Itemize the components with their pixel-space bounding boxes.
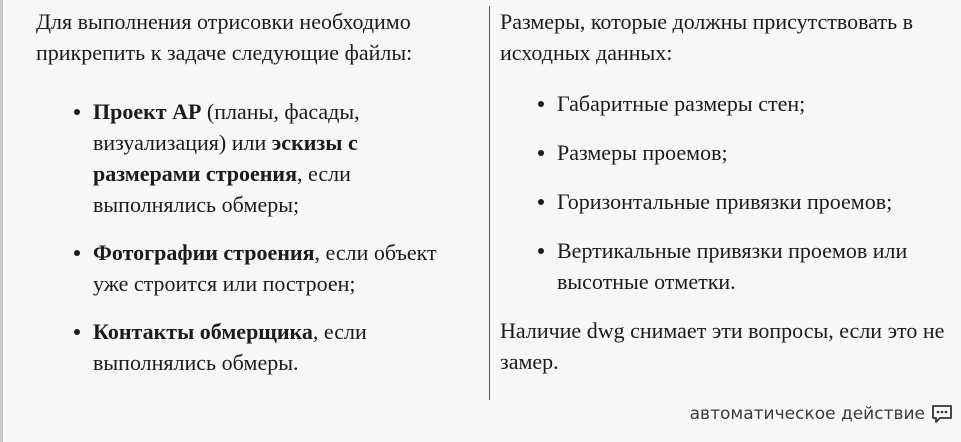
column-divider: [489, 6, 490, 400]
required-dimensions-list: [500, 88, 952, 297]
required-files-list: [36, 96, 466, 378]
dwg-note: Наличие dwg снимает эти вопросы, если это не замер.: [500, 318, 945, 374]
required-dimensions-column: [500, 6, 952, 377]
list-item-contacts: Контакты обмерщика, если выполнялись обмеры.: [93, 316, 466, 378]
required-files-intro: Для выполнения отрисовки необходимо прикрепить к задаче следующие файлы:: [36, 9, 413, 65]
list-item-photos: Фотографии строения, если объект уже строится или построен;: [93, 237, 466, 299]
required-files-column: [36, 6, 466, 395]
list-item: Вертикальные привязки проемов или высотные отметки.: [557, 235, 952, 297]
automatic-action-label: автоматическое действие: [689, 404, 925, 424]
list-item-project: Проект АР (планы, фасады, визуализация) или эскизы с размерами строения, если выполнялись обмеры;: [93, 96, 466, 220]
automatic-action-indicator[interactable]: [690, 404, 953, 424]
required-dimensions-intro: Размеры, которые должны присутствовать в исходных данных:: [500, 9, 913, 65]
left-border: [0, 0, 3, 442]
chat-bubble-icon[interactable]: [931, 404, 953, 424]
list-item: Горизонтальные привязки проемов;: [557, 186, 952, 217]
list-item: Размеры проемов;: [557, 137, 952, 168]
list-item: Габаритные размеры стен;: [557, 88, 952, 119]
